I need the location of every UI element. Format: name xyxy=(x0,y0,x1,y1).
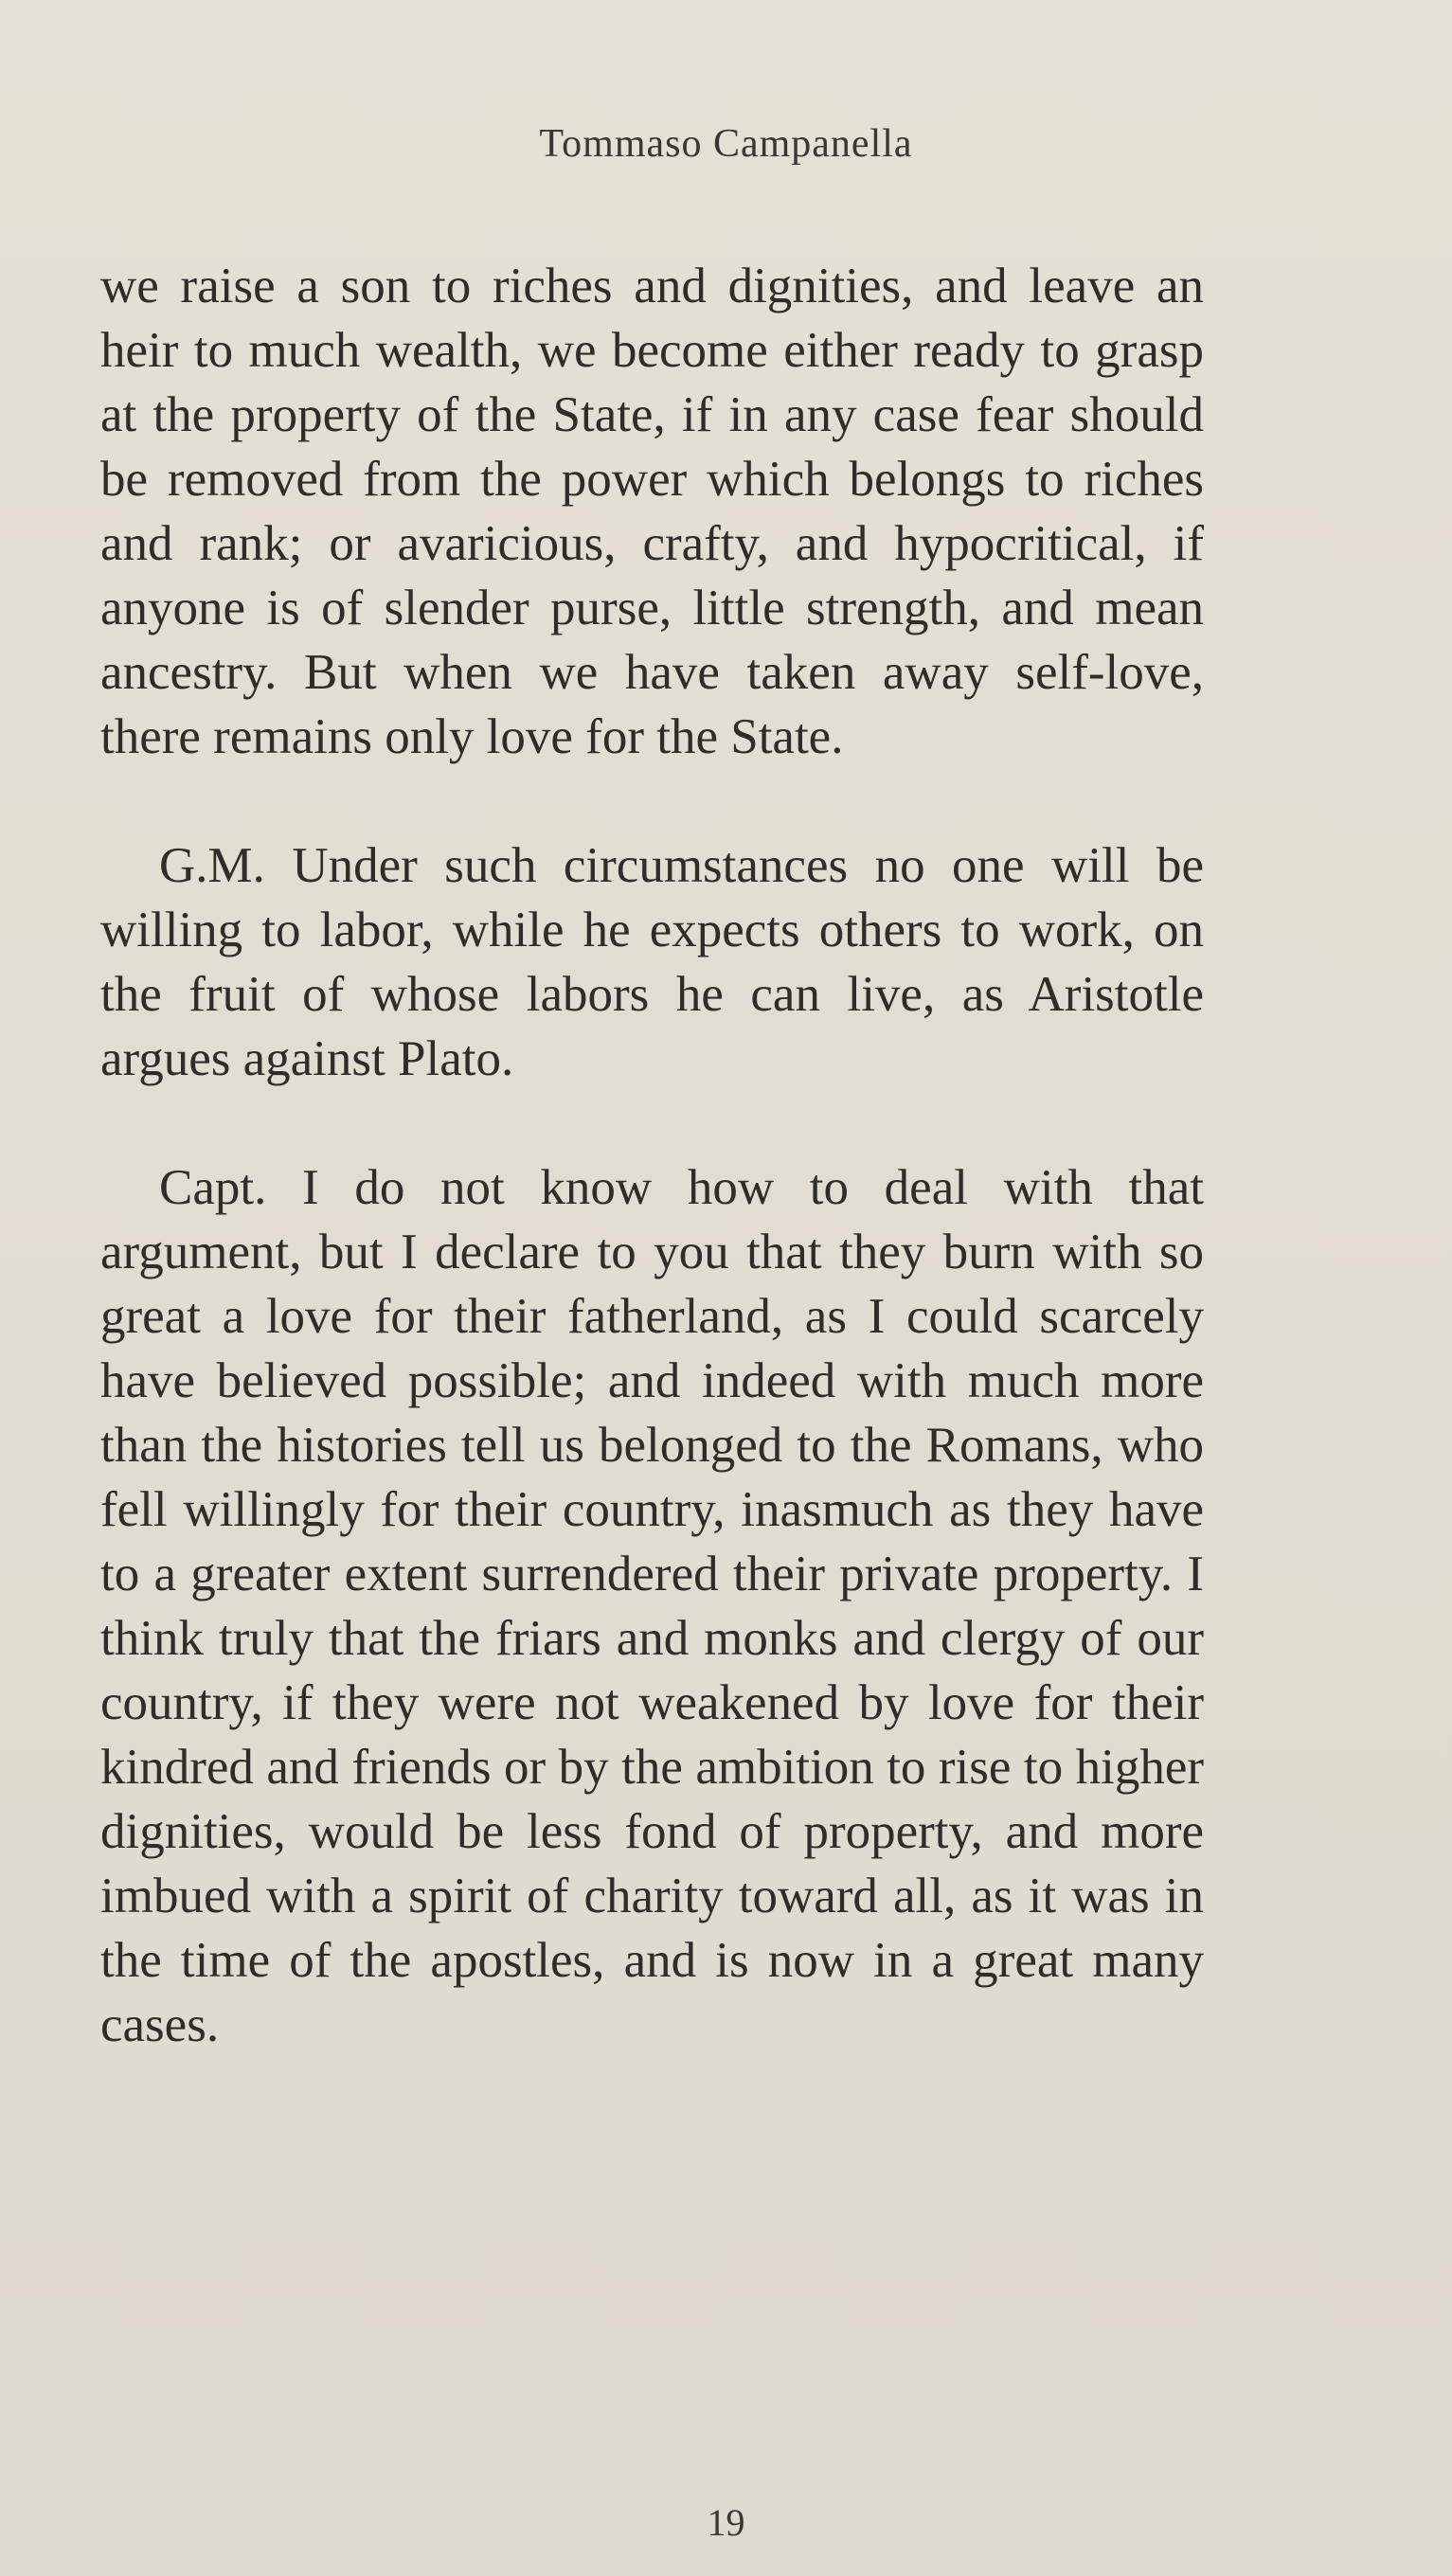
page-number: 19 xyxy=(707,2501,745,2544)
running-head: Tommaso Campanella xyxy=(539,122,913,166)
body-text xyxy=(100,254,1204,2057)
paragraph-capt: Capt. I do not know how to deal with that argument, but I declare to you that they burn with so great a love for their fatherland, as I could scarcely have believed possible; and indeed with much more than the histories tell us belonged to the Romans, who fell willingly for their country, inasmuch as they have to a greater extent surrendered their private property. I think truly that the friars and monks and clergy of our country, if they were not weakened by love for their kindred and friends or by the ambition to rise to higher dignities, would be less fond of property, and more imbued with a spirit of charity toward all, as it was in the time of the apostles, and is now in a great many cases. xyxy=(100,1160,1204,2052)
paragraph-continuation: we raise a son to riches and dignities, and leave an heir to much wealth, we become either ready to grasp at the property of the State, if in any case fear should be removed from the power which belongs to riches and rank; or avaricious, crafty, and hypocritical, if anyone is of slender purse, little strength, and mean ancestry. But when we have taken away self-love, there remains only love for the State. xyxy=(100,259,1204,764)
paragraph-gm: G.M. Under such circumstances no one will be willing to labor, while he expects others to work, on the fruit of whose labors he can live, as Aristotle argues against Plato. xyxy=(100,838,1204,1086)
